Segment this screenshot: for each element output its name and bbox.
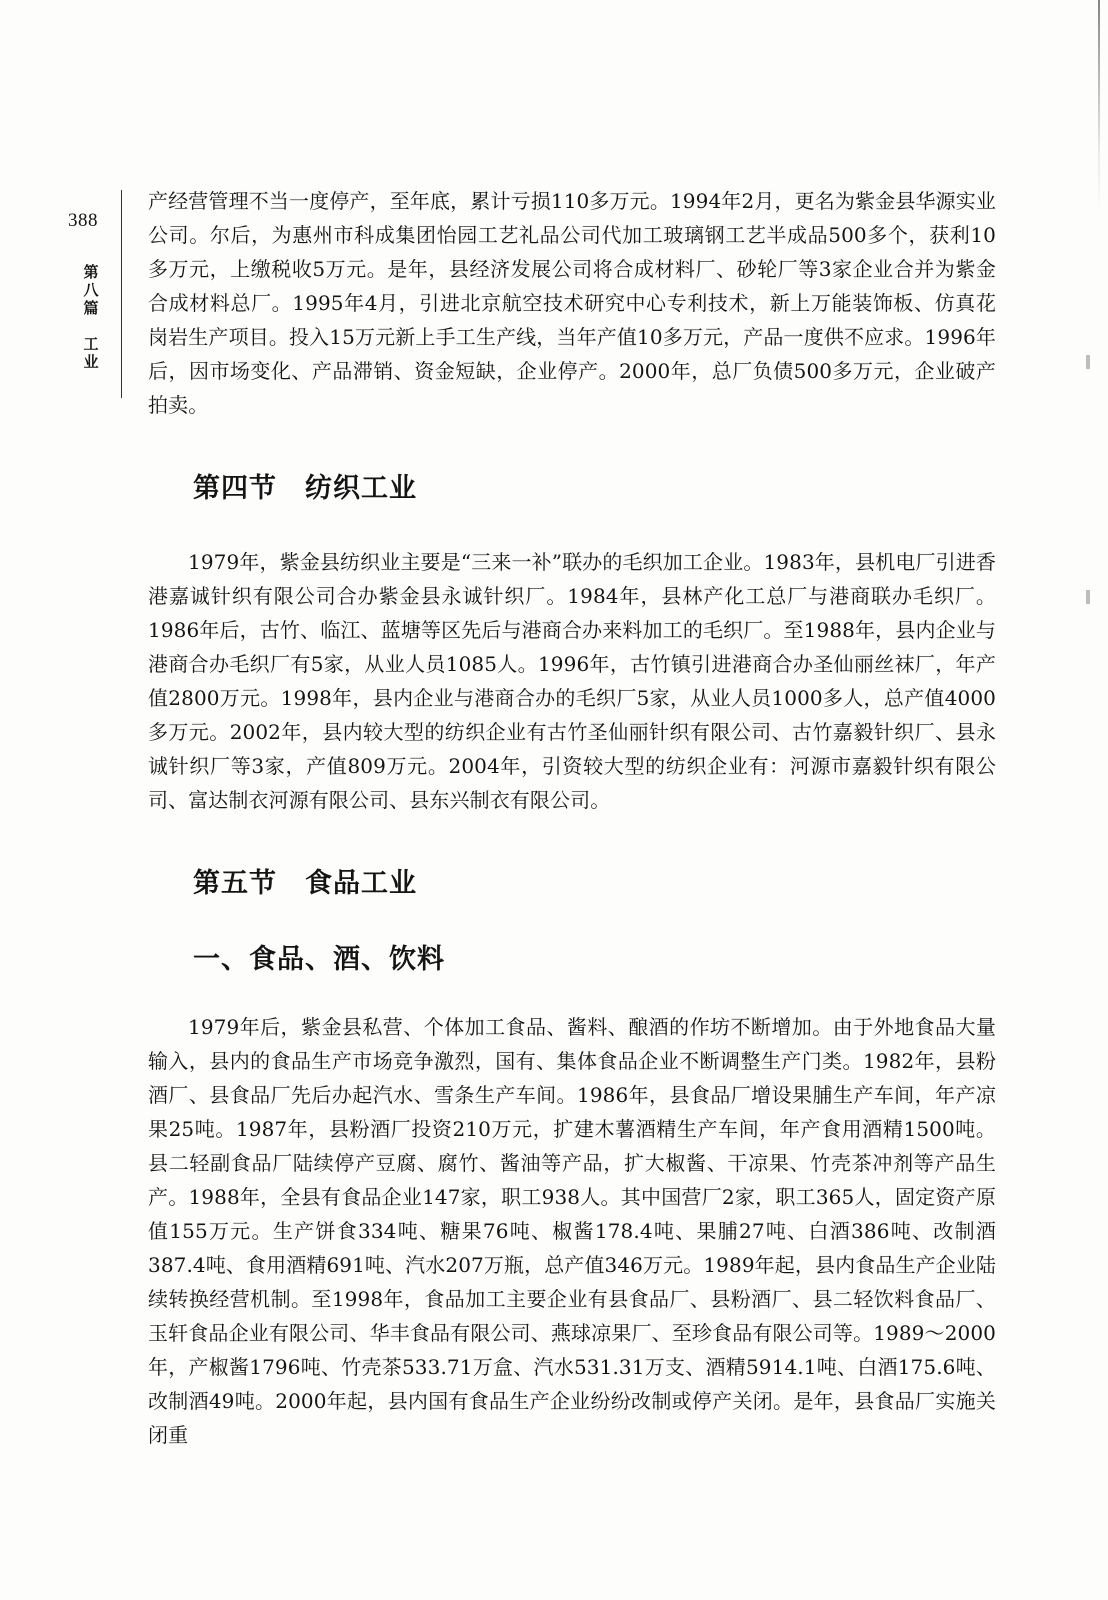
intro-paragraph: 产经营管理不当一度停产，至年底，累计亏损110多万元。1994年2月，更名为紫金县华源实业公司。尔后，为惠州市科成集团怡园工艺礼品公司代加工玻璃钢工艺半成品500多个，获利10多万元，上缴税收5万元。是年，县经济发展公司将合成材料厂、砂轮厂等3家企业合并为紫金合成材料总厂。1995年4月，引进北京航空技术研究中心专利技术，新上万能装饰板、仿真花岗岩生产项目。投入15万元新上手工生产线，当年产值10多万元，产品一度供不应求。1996年后，因市场变化、产品滞销、资金短缺，企业停产。2000年，总厂负债500多万元，企业破产拍卖。 (148, 189, 996, 417)
scan-speck (1086, 590, 1090, 604)
section-heading-food: 第五节 食品工业 (193, 868, 417, 899)
section-heading-textile: 第四节 纺织工业 (193, 473, 417, 504)
part-title (78, 263, 104, 371)
part-title-char: 第 (83, 263, 99, 281)
part-title-char: 业 (83, 353, 99, 371)
part-title-char: 八 (83, 281, 99, 299)
margin-rule (121, 190, 122, 398)
part-title-char: 工 (83, 335, 99, 353)
scan-edge-mark (1098, 0, 1100, 220)
food-paragraph: 1979年后，紫金县私营、个体加工食品、酱料、酿酒的作坊不断增加。由于外地食品大量输入，县内的食品生产市场竞争激烈，国有、集体食品企业不断调整生产门类。1982年，县粉酒厂、县食品厂先后办起汽水、雪条生产车间。1986年，县食品厂增设果脯生产车间，年产凉果25吨。1987年，县粉酒厂投资210万元，扩建木薯酒精生产车间，年产食用酒精1500吨。县二轻副食品厂陆续停产豆腐、腐竹、酱油等产品，扩大椒酱、干凉果、竹壳茶冲剂等产品生产。1988年，全县有食品企业147家，职工938人。其中国营厂2家，职工365人，固定资产原值155万元。生产饼食334吨、糖果76吨、椒酱178.4吨、果脯27吨、白酒386吨、改制酒387.4吨、食用酒精691吨、汽水207万瓶，总产值346万元。1989年起，县内食品生产企业陆续转换经营机制。至1998年，食品加工主要企业有县食品厂、县粉酒厂、县二轻饮料食品厂、玉轩食品企业有限公司、华丰食品有限公司、燕球凉果厂、至珍食品有限公司等。1989～2000年，产椒酱1796吨、竹壳茶533.71万盒、汽水531.31万支、酒精5914.1吨、白酒175.6吨、改制酒49吨。2000年起，县内国有食品生产企业纷纷改制或停产关闭。是年，县食品厂实施关闭重 (148, 1015, 996, 1447)
scan-speck (1086, 355, 1090, 369)
page-number: 388 (68, 210, 98, 231)
main-text (148, 184, 996, 1452)
part-title-char: 篇 (83, 299, 99, 317)
part-title-gap (78, 317, 104, 335)
subheading-food-wine-drinks: 一、食品、酒、饮料 (193, 944, 445, 975)
textile-paragraph: 1979年，紫金县纺织业主要是“三来一补”联办的毛织加工企业。1983年，县机电厂引进香港嘉诚针织有限公司合办紫金县永诚针织厂。1984年，县林产化工总厂与港商联办毛织厂。1986年后，古竹、临江、蓝塘等区先后与港商合办来料加工的毛织厂。至1988年，县内企业与港商合办毛织厂有5家，从业人员1085人。1996年，古竹镇引进港商合办圣仙丽丝袜厂，年产值2800万元。1998年，县内企业与港商合办的毛织厂5家，从业人员1000多人，总产值4000多万元。2002年，县内较大型的纺织企业有古竹圣仙丽针织有限公司、古竹嘉毅针织厂、县永诚针织厂等3家，产值809万元。2004年，引资较大型的纺织企业有：河源市嘉毅针织有限公司、富达制衣河源有限公司、县东兴制衣有限公司。 (148, 550, 996, 812)
